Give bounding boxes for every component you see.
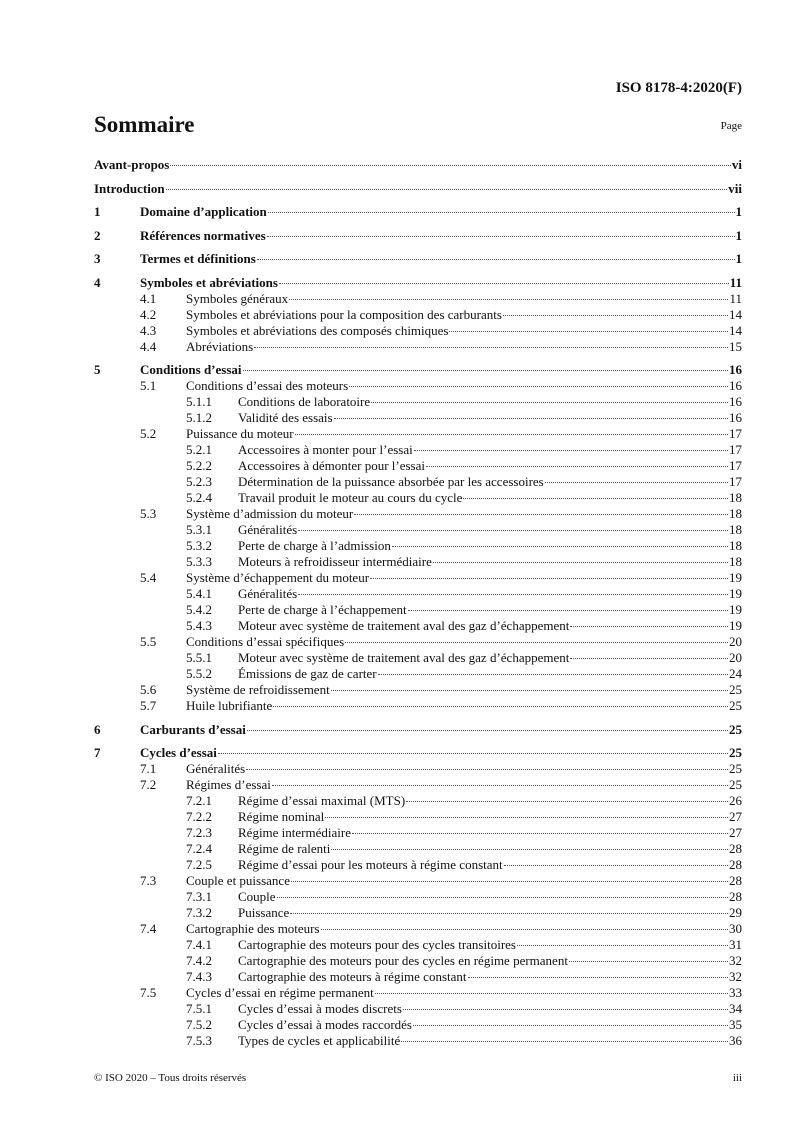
toc-entry[interactable] — [94, 889, 742, 905]
toc-entry[interactable] — [94, 458, 742, 474]
toc-entry-title: Introduction — [94, 180, 165, 196]
toc-entry[interactable] — [94, 682, 742, 698]
toc-entry-title: Système d’échappement du moteur — [186, 570, 370, 585]
toc-entry-page: 25 — [729, 698, 742, 713]
dot-leader — [403, 1009, 728, 1010]
toc-entry-page: 16 — [729, 362, 742, 377]
toc-entry-page: 32 — [729, 969, 742, 984]
toc-entry-title: Termes et définitions — [140, 251, 256, 266]
toc-entry-title: Cycles d’essai à modes discrets — [238, 1001, 402, 1016]
toc-entry-title: Couple et puissance — [186, 873, 290, 888]
dot-leader — [408, 610, 728, 611]
dot-leader — [371, 402, 728, 403]
dot-leader — [325, 817, 728, 818]
toc-entry[interactable] — [94, 857, 742, 873]
toc-entry-page: 18 — [729, 538, 742, 553]
toc-entry-page: 20 — [729, 634, 742, 649]
dot-leader — [570, 626, 728, 627]
toc-entry-title: Accessoires à monter pour l’essai — [238, 442, 413, 457]
dot-leader — [414, 450, 728, 451]
dot-leader — [426, 466, 728, 467]
toc-entry-number: 5.4.2 — [186, 602, 212, 617]
toc-entry-page: 14 — [729, 322, 742, 338]
dot-leader — [570, 658, 728, 659]
toc-entry-number: 5.2.1 — [186, 442, 212, 457]
toc-entry-title: Domaine d’application — [140, 204, 267, 219]
dot-leader — [331, 849, 728, 850]
toc-entry-number: 5.1.2 — [186, 410, 212, 425]
toc-entry-title: Régime nominal — [238, 809, 325, 824]
dot-leader — [331, 690, 728, 691]
toc-entry[interactable] — [94, 181, 742, 197]
table-of-contents — [94, 155, 742, 1049]
toc-entry-title: Régime intermédiaire — [238, 825, 351, 840]
toc-entry-page: 27 — [729, 825, 742, 840]
dot-leader — [291, 881, 728, 882]
dot-leader — [569, 961, 728, 962]
toc-entry-title: Puissance — [238, 905, 290, 920]
toc-entry-number: 5.5.1 — [186, 650, 212, 665]
toc-entry-title: Cartographie des moteurs à régime constant — [238, 969, 467, 984]
toc-entry-number: 7.3 — [140, 873, 157, 888]
toc-entry-title: Régimes d’essai — [186, 777, 271, 792]
toc-entry-page: 32 — [729, 953, 742, 968]
dot-leader — [354, 514, 728, 515]
toc-entry-number: 7.4.3 — [186, 969, 212, 984]
dot-leader — [468, 977, 728, 978]
toc-entry[interactable] — [94, 666, 742, 682]
toc-entry-number: 7.4.2 — [186, 953, 212, 968]
toc-entry-title: Cycles d’essai en régime permanent — [186, 985, 374, 1000]
toc-entry-title: Puissance du moteur — [186, 426, 294, 441]
toc-entry-page: 25 — [729, 745, 742, 760]
toc-entry-title: Émissions de gaz de carter — [238, 666, 377, 681]
toc-entry-page: 24 — [729, 666, 742, 681]
toc-entry[interactable] — [94, 442, 742, 458]
toc-entry-number: 4.2 — [140, 306, 157, 322]
toc-entry-number: 7.3.2 — [186, 905, 212, 920]
toc-entry[interactable] — [94, 921, 742, 937]
toc-entry-number: 5.2.2 — [186, 458, 212, 473]
toc-entry-title: Accessoires à démonter pour l’essai — [238, 458, 425, 473]
toc-entry-title: Cartographie des moteurs pour des cycles transitoires — [238, 937, 516, 952]
dot-leader — [298, 594, 728, 595]
toc-entry-number: 5.7 — [140, 698, 157, 713]
dot-leader — [290, 913, 728, 914]
toc-entry-page: 25 — [729, 721, 742, 737]
dot-leader — [257, 259, 735, 260]
page-column-label: Page — [720, 120, 742, 132]
toc-entry-title: Conditions de laboratoire — [238, 394, 371, 409]
dot-leader — [273, 706, 728, 707]
toc-entry[interactable] — [94, 362, 742, 378]
dot-leader — [503, 315, 728, 316]
toc-entry-number: 7.2.3 — [186, 825, 212, 840]
toc-entry-page: 14 — [729, 306, 742, 322]
toc-entry-title: Système d’admission du moteur — [186, 506, 354, 521]
dot-leader — [170, 165, 731, 166]
toc-entry-number: 7 — [94, 745, 101, 760]
toc-entry[interactable] — [94, 698, 742, 714]
dot-leader — [247, 730, 728, 731]
toc-entry[interactable] — [94, 586, 742, 602]
toc-entry-title: Couple — [238, 889, 276, 904]
toc-entry-title: Système de refroidissement — [186, 682, 330, 697]
toc-entry-title: Conditions d’essai des moteurs — [186, 378, 349, 393]
toc-entry-number: 5.4.3 — [186, 618, 212, 633]
toc-entry-title: Références normatives — [140, 227, 266, 243]
toc-entry-number: 5.4 — [140, 570, 157, 585]
toc-entry-number: 7.5.3 — [186, 1033, 212, 1048]
toc-entry[interactable] — [94, 873, 742, 889]
toc-entry-title: Validité des essais — [238, 410, 333, 425]
toc-entry-page: 17 — [729, 458, 742, 473]
dot-leader — [406, 801, 728, 802]
dot-leader — [413, 1025, 728, 1026]
dot-leader — [545, 482, 728, 483]
toc-entry-number: 2 — [94, 227, 101, 243]
toc-entry[interactable] — [94, 474, 742, 490]
toc-entry-page: 31 — [729, 937, 742, 952]
toc-entry-number: 7.2.1 — [186, 793, 212, 808]
dot-leader — [321, 929, 728, 930]
toc-entry-number: 5.3.3 — [186, 554, 212, 569]
toc-entry-title: Régime d’essai maximal (MTS) — [238, 793, 406, 808]
toc-entry-number: 7.5 — [140, 985, 157, 1000]
toc-entry-page: 20 — [729, 650, 742, 665]
toc-entry-number: 7.5.2 — [186, 1017, 212, 1032]
toc-entry-page: 27 — [729, 809, 742, 824]
toc-entry-page: 29 — [729, 905, 742, 920]
toc-entry-title: Moteur avec système de traitement aval des gaz d’échappement — [238, 650, 570, 665]
toc-entry-title: Travail produit le moteur au cours du cycle — [238, 490, 463, 505]
toc-entry[interactable] — [94, 339, 742, 355]
toc-entry[interactable] — [94, 793, 742, 809]
toc-entry[interactable] — [94, 602, 742, 618]
toc-entry-number: 7.1 — [140, 761, 157, 776]
toc-entry-title: Moteurs à refroidisseur intermédiaire — [238, 554, 432, 569]
toc-entry[interactable] — [94, 634, 742, 650]
toc-entry-title: Régime d’essai pour les moteurs à régime constant — [238, 857, 503, 872]
toc-entry-page: 25 — [729, 777, 742, 792]
toc-entry-page: 11 — [729, 290, 742, 306]
dot-leader — [268, 212, 735, 213]
toc-entry-page: 25 — [729, 761, 742, 776]
toc-entry-title: Symboles et abréviations — [140, 274, 278, 290]
toc-entry-page: 17 — [729, 474, 742, 489]
footer-page-number: iii — [732, 1072, 742, 1084]
toc-entry[interactable] — [94, 761, 742, 777]
dot-leader — [279, 283, 729, 284]
toc-entry-page: vii — [728, 180, 742, 196]
toc-entry-page: 18 — [729, 506, 742, 521]
toc-entry-page: 26 — [729, 793, 742, 808]
toc-entry-number: 5.5 — [140, 634, 157, 649]
toc-entry-number: 7.2 — [140, 777, 157, 792]
toc-entry-title: Généralités — [186, 761, 246, 776]
toc-entry-number: 7.3.1 — [186, 889, 212, 904]
dot-leader — [334, 418, 728, 419]
toc-entry-number: 7.2.5 — [186, 857, 212, 872]
toc-entry[interactable] — [94, 1033, 742, 1049]
toc-entry[interactable] — [94, 809, 742, 825]
toc-entry-title: Huile lubrifiante — [186, 698, 273, 713]
toc-entry[interactable] — [94, 777, 742, 793]
toc-entry-page: 11 — [729, 274, 742, 290]
toc-entry-page: 18 — [729, 490, 742, 505]
dot-leader — [243, 370, 729, 371]
toc-entry-title: Détermination de la puissance absorbée par les accessoires — [238, 474, 544, 489]
toc-entry-page: 18 — [729, 554, 742, 569]
toc-entry[interactable] — [94, 618, 742, 634]
toc-entry-page: 19 — [729, 570, 742, 585]
toc-entry[interactable] — [94, 953, 742, 969]
toc-entry-number: 5.1.1 — [186, 394, 212, 409]
toc-entry[interactable] — [94, 985, 742, 1001]
toc-entry-number: 6 — [94, 721, 101, 737]
toc-entry-title: Généralités — [238, 586, 298, 601]
toc-entry-title: Cartographie des moteurs pour des cycles en régime permanent — [238, 953, 568, 968]
toc-entry-page: 25 — [729, 682, 742, 697]
toc-entry-page: 19 — [729, 618, 742, 633]
toc-entry-number: 5.2.4 — [186, 490, 212, 505]
toc-entry-page: 17 — [729, 442, 742, 457]
toc-entry-page: 15 — [729, 338, 742, 354]
toc-entry[interactable] — [94, 291, 742, 307]
toc-entry-title: Carburants d’essai — [140, 721, 246, 737]
dot-leader — [517, 945, 728, 946]
toc-entry-page: 36 — [729, 1033, 742, 1048]
toc-entry[interactable] — [94, 1001, 742, 1017]
toc-entry-title: Cycles d’essai — [140, 745, 217, 760]
dot-leader — [254, 347, 728, 348]
toc-entry[interactable] — [94, 554, 742, 570]
toc-entry-number: 4.3 — [140, 322, 157, 338]
toc-entry-page: 1 — [735, 251, 742, 266]
toc-entry-number: 7.4.1 — [186, 937, 212, 952]
dot-leader — [218, 753, 728, 754]
toc-entry[interactable] — [94, 323, 742, 339]
toc-entry[interactable] — [94, 722, 742, 738]
toc-entry[interactable] — [94, 1017, 742, 1033]
toc-entry[interactable] — [94, 228, 742, 244]
toc-entry-page: 35 — [729, 1017, 742, 1032]
toc-entry-title: Perte de charge à l’échappement — [238, 602, 407, 617]
toc-entry[interactable] — [94, 650, 742, 666]
toc-entry[interactable] — [94, 825, 742, 841]
toc-entry-number: 7.4 — [140, 921, 157, 936]
toc-entry-title: Généralités — [238, 522, 298, 537]
dot-leader — [392, 546, 728, 547]
copyright-notice: © ISO 2020 – Tous droits réservés — [94, 1072, 247, 1084]
toc-entry-page: 1 — [735, 204, 742, 219]
toc-entry-title: Cycles d’essai à modes raccordés — [238, 1017, 412, 1032]
toc-entry-page: 28 — [729, 889, 742, 904]
toc-entry-title: Abréviations — [186, 338, 254, 354]
toc-entry-page: 16 — [729, 394, 742, 409]
toc-entry[interactable] — [94, 937, 742, 953]
dot-leader — [349, 386, 728, 387]
dot-leader — [504, 865, 728, 866]
toc-entry[interactable] — [94, 905, 742, 921]
toc-entry[interactable] — [94, 394, 742, 410]
toc-entry-number: 1 — [94, 204, 101, 219]
toc-entry-page: 18 — [729, 522, 742, 537]
toc-entry-title: Cartographie des moteurs — [186, 921, 320, 936]
dot-leader — [295, 434, 728, 435]
dot-leader — [370, 578, 728, 579]
toc-entry-number: 4.4 — [140, 338, 157, 354]
toc-entry-number: 7.5.1 — [186, 1001, 212, 1016]
dot-leader — [246, 769, 728, 770]
toc-entry[interactable] — [94, 307, 742, 323]
toc-entry-title: Avant-propos — [94, 157, 170, 172]
footer — [94, 1072, 742, 1084]
toc-entry-number: 7.2.2 — [186, 809, 212, 824]
toc-entry-page: 28 — [729, 873, 742, 888]
dot-leader — [277, 897, 728, 898]
toc-entry-page: 28 — [729, 841, 742, 856]
toc-entry[interactable] — [94, 490, 742, 506]
toc-entry-number: 5.2 — [140, 426, 157, 441]
dot-leader — [352, 833, 728, 834]
toc-entry-number: 5 — [94, 362, 101, 377]
toc-entry-page: 19 — [729, 602, 742, 617]
toc-entry-page: 16 — [729, 378, 742, 393]
toc-entry-page: 19 — [729, 586, 742, 601]
toc-entry[interactable] — [94, 506, 742, 522]
toc-entry-number: 5.3.2 — [186, 538, 212, 553]
toc-entry-page: 30 — [729, 921, 742, 936]
toc-entry-number: 5.3 — [140, 506, 157, 521]
dot-leader — [166, 189, 728, 190]
toc-entry-title: Perte de charge à l’admission — [238, 538, 391, 553]
toc-entry[interactable] — [94, 745, 742, 761]
toc-entry[interactable] — [94, 538, 742, 554]
dot-leader — [267, 236, 735, 237]
toc-entry[interactable] — [94, 251, 742, 267]
toc-entry-number: 5.4.1 — [186, 586, 212, 601]
toc-entry-number: 4.1 — [140, 290, 157, 306]
dot-leader — [289, 299, 728, 300]
toc-entry[interactable] — [94, 841, 742, 857]
toc-entry-title: Régime de ralenti — [238, 841, 331, 856]
toc-entry[interactable] — [94, 275, 742, 291]
dot-leader — [433, 562, 728, 563]
toc-entry-title: Moteur avec système de traitement aval des gaz d’échappement — [238, 618, 570, 633]
dot-leader — [345, 642, 728, 643]
toc-entry-number: 5.3.1 — [186, 522, 212, 537]
toc-entry-page: 16 — [729, 410, 742, 425]
document-id: ISO 8178-4:2020(F) — [615, 80, 742, 96]
toc-entry-page: 33 — [729, 985, 742, 1000]
toc-entry-page: 17 — [729, 426, 742, 441]
dot-leader — [449, 331, 728, 332]
toc-entry-page: 28 — [729, 857, 742, 872]
toc-entry-number: 5.5.2 — [186, 666, 212, 681]
toc-entry[interactable] — [94, 522, 742, 538]
toc-entry-page: vi — [731, 157, 742, 172]
dot-leader — [378, 674, 728, 675]
dot-leader — [463, 498, 728, 499]
toc-entry-number: 5.6 — [140, 682, 157, 697]
toc-entry-number: 4 — [94, 274, 101, 290]
toc-entry-page: 34 — [729, 1001, 742, 1016]
page-title: Sommaire — [94, 112, 195, 137]
toc-entry-title: Symboles généraux — [186, 290, 289, 306]
toc-entry-number: 3 — [94, 251, 101, 266]
toc-entry[interactable] — [94, 157, 742, 173]
toc-entry-number: 7.2.4 — [186, 841, 212, 856]
toc-entry-title: Symboles et abréviations des composés chimiques — [186, 322, 449, 338]
toc-entry-title: Symboles et abréviations pour la composition des carburants — [186, 306, 502, 322]
toc-entry-title: Conditions d’essai spécifiques — [186, 634, 345, 649]
dot-leader — [298, 530, 728, 531]
toc-entry[interactable] — [94, 426, 742, 442]
toc-entry[interactable] — [94, 969, 742, 985]
dot-leader — [375, 993, 728, 994]
dot-leader — [272, 785, 728, 786]
toc-entry-title: Types de cycles et applicabilité — [238, 1033, 401, 1048]
toc-entry-number: 5.1 — [140, 378, 157, 393]
toc-entry[interactable] — [94, 204, 742, 220]
toc-entry-page: 1 — [735, 227, 742, 243]
dot-leader — [401, 1041, 728, 1042]
toc-entry-number: 5.2.3 — [186, 474, 212, 489]
toc-entry[interactable] — [94, 570, 742, 586]
toc-entry[interactable] — [94, 378, 742, 394]
toc-entry-title: Conditions d’essai — [140, 362, 242, 377]
toc-entry[interactable] — [94, 410, 742, 426]
